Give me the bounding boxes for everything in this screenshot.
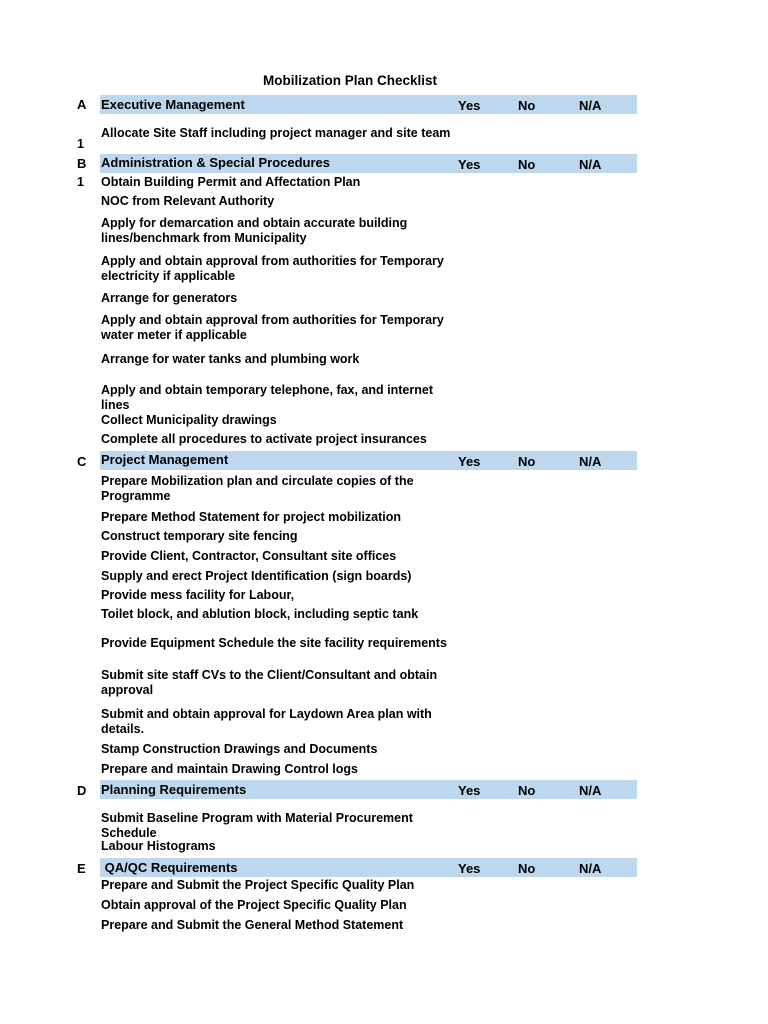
column-na-e: N/A (579, 861, 602, 876)
column-no-c: No (518, 454, 536, 469)
section-letter-b: B (77, 156, 87, 171)
checklist-item: Supply and erect Project Identification (sign boards) (101, 569, 412, 583)
column-na-d: N/A (579, 783, 602, 798)
column-no-a: No (518, 98, 536, 113)
column-yes-e: Yes (458, 861, 481, 876)
checklist-item: Provide Equipment Schedule the site facility requirements (101, 636, 447, 650)
checklist-item: Apply and obtain temporary telephone, fax, and internet lines (101, 383, 433, 412)
checklist-item: Provide Client, Contractor, Consultant site offices (101, 549, 397, 563)
checklist-item: Allocate Site Staff including project manager and site team (101, 126, 451, 140)
checklist-item: Apply and obtain approval from authorities for Temporary electricity if applicable (101, 254, 444, 283)
section-letter-e: E (77, 861, 86, 876)
page-title: Mobilization Plan Checklist (262, 73, 438, 88)
checklist-item: Arrange for water tanks and plumbing work (101, 352, 360, 366)
checklist-item: Complete all procedures to activate project insurances (101, 432, 427, 446)
checklist-item: Apply and obtain approval from authorities for Temporary water meter if applicable (101, 313, 444, 342)
checklist-item: NOC from Relevant Authority (101, 194, 275, 208)
column-no-b: No (518, 157, 536, 172)
section-letter-d: D (77, 783, 87, 798)
checklist-item: Submit and obtain approval for Laydown Area plan with details. (101, 707, 432, 736)
checklist-item: Obtain approval of the Project Specific Quality Plan (101, 898, 407, 912)
checklist-item: Prepare and Submit the General Method Statement (101, 918, 404, 932)
column-no-d: No (518, 783, 536, 798)
checklist-item: Arrange for generators (101, 291, 238, 305)
checklist-item: Construct temporary site fencing (101, 529, 298, 543)
checklist-item: Prepare and maintain Drawing Control logs (101, 762, 358, 776)
checklist-item: Stamp Construction Drawings and Documents (101, 742, 378, 756)
column-no-e: No (518, 861, 536, 876)
checklist-item: Toilet block, and ablution block, including septic tank (101, 607, 419, 621)
column-yes-d: Yes (458, 783, 481, 798)
section-title-e: QA/QC Requirements (101, 860, 238, 875)
section-title-a: Executive Management (101, 97, 245, 112)
section-title-d: Planning Requirements (101, 782, 247, 797)
column-yes-c: Yes (458, 454, 481, 469)
checklist-item: Submit site staff CVs to the Client/Consultant and obtain approval (101, 668, 438, 697)
section-title-c: Project Management (101, 452, 229, 467)
checklist-item: Prepare and Submit the Project Specific Quality Plan (101, 878, 415, 892)
checklist-item: Apply for demarcation and obtain accurate building lines/benchmark from Municipality (101, 216, 408, 245)
column-yes-a: Yes (458, 98, 481, 113)
checklist-item: Collect Municipality drawings (101, 413, 277, 427)
column-na-c: N/A (579, 454, 602, 469)
section-letter-a: A (77, 97, 87, 112)
column-yes-b: Yes (458, 157, 481, 172)
checklist-item: Obtain Building Permit and Affectation Plan (101, 175, 361, 189)
section-title-b: Administration & Special Procedures (101, 155, 331, 170)
checklist-item: Provide mess facility for Labour, (101, 588, 295, 602)
checklist-item: Prepare Method Statement for project mobilization (101, 510, 402, 524)
column-na-a: N/A (579, 98, 602, 113)
column-na-b: N/A (579, 157, 602, 172)
item-number: 1 (77, 137, 84, 151)
checklist-item: Submit Baseline Program with Material Procurement Schedule (101, 811, 413, 840)
checklist-item: Labour Histograms (101, 839, 216, 853)
checklist-item: Prepare Mobilization plan and circulate copies of the Programme (101, 474, 414, 503)
item-number: 1 (77, 175, 84, 189)
section-letter-c: C (77, 454, 87, 469)
